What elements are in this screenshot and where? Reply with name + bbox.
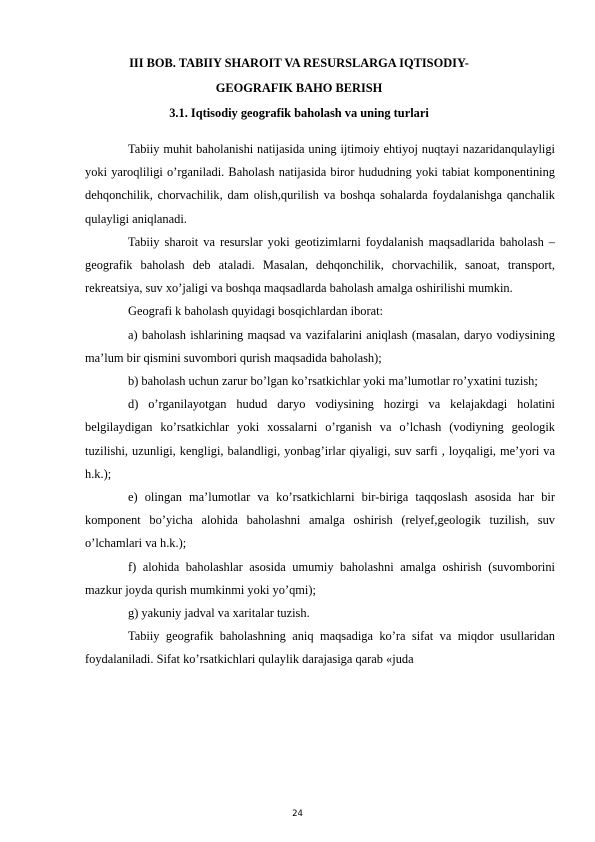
list-item: a) baholash ishlarining maqsad va vazifalarini aniqlash (masalan, daryo vodiysining ma’lum bir qismini suvombori qurish maqsadida baholash); — [85, 327, 555, 365]
list-item: f) alohida baholashlar asosida umumiy baholashni amalga oshirish (suvomborini mazkur joyda qurish mumkinmi yoki yo’qmi); — [85, 559, 555, 597]
list-item: g) yakuniy jadval va xaritalar tuzish. — [128, 606, 310, 621]
paragraph: Tabiiy muhit baholanishi natijasida uning ijtimoiy ehtiyoj nuqtayi nazaridanqulayligi yoki yaroqliligi o’rganiladi. Baholash natijasida biror hududning yoki tabiat komponentining dehqonchilik, chorvachilik, dam olish,qurilish va boshqa sohalarda foydalanishga qanchalik qulayligi aniqlanadi. — [85, 142, 555, 226]
section-title: 3.1. Iqtisodiy geografik baholash va uning turlari — [169, 106, 429, 120]
list-item: b) baholash uchun zarur bo’lgan ko’rsatkichlar yoki ma’lumotlar ro’yxatini tuzish; — [128, 374, 538, 389]
page-number: 24 — [292, 809, 303, 819]
chapter-title-line-1: III BOB. TABIIY SHAROIT VA RESURSLARGA IQTISODIY- — [129, 56, 469, 70]
paragraph: Tabiiy sharoit va resurslar yoki geotizimlarni foydalanish maqsadlarida baholash – geografik baholash deb ataladi. Masalan, dehqonchilik, chorvachilik, sanoat, transport, rekreatsiya, suv xo’jaligi va boshqa maqsadlarda baholash amalga oshirilishi mumkin. — [85, 234, 555, 296]
body-text — [85, 138, 555, 672]
paragraph: Tabiiy geografik baholashning aniq maqsadiga ko’ra sifat va miqdor usullaridan foydalaniladi. Sifat ko’rsatkichlari qulaylik darajasiga qarab «juda — [85, 629, 555, 667]
list-item: e) olingan ma’lumotlar va ko’rsatkichlarni bir-biriga taqqoslash asosida har bir komponent bo’yicha alohida baholashni amalga oshirish (relyef,geologik tuzilish, suv o’lchamlari va h.k.); — [85, 490, 555, 551]
paragraph: Geografi k baholash quyidagi bosqichlardan iborat: — [128, 304, 383, 319]
list-item: d) o’rganilayotgan hudud daryo vodiysining hozirgi va kelajakdagi holatini belgilaydigan ko’rsatkichlar yoki xossalarni o’rganish va o’lchash (vodiyning geologik tuzilishi, uzunligi, kengligi, balandligi, yonbag’irlar qiyaligi, suv sarfi , loyqaligi, me’yori va h.k.); — [85, 397, 555, 481]
chapter-title-line-2: GEOGRAFIK BAHO BERISH — [215, 81, 383, 95]
